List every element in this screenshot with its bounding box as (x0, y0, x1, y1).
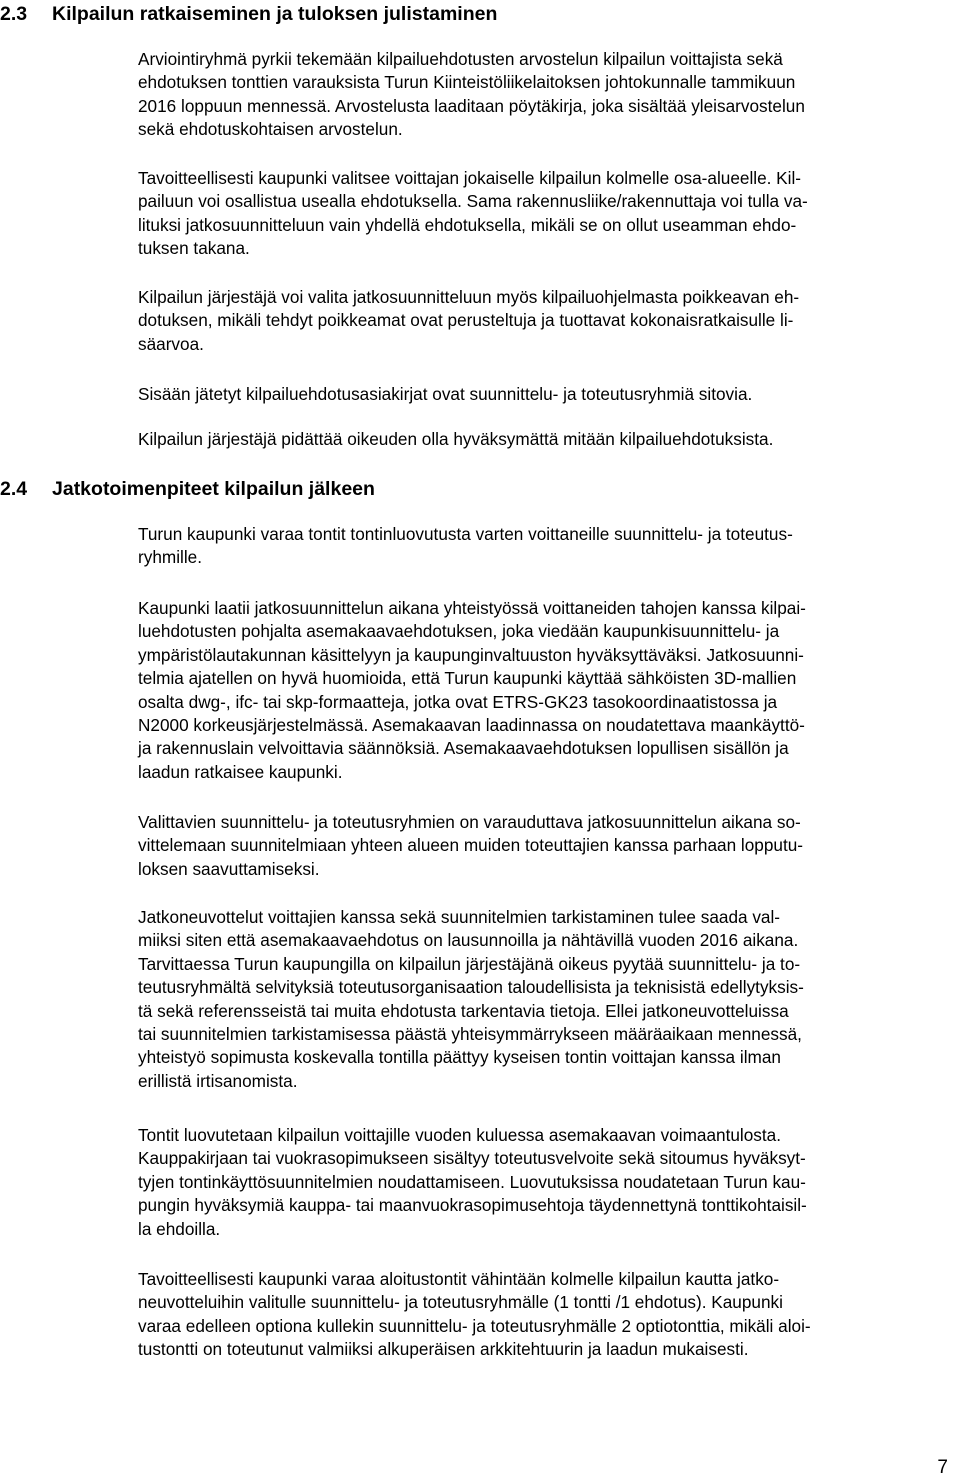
paragraph (138, 167, 948, 261)
text-line: ja rakennuslain velvoittavia säännöksiä. Asemakaavaehdotuksen lopullisen sisällön ja (138, 738, 789, 759)
text-line: ehdotuksen tonttien varauksista Turun Kiinteistöliikelaitoksen johtokunnalle tammikuun (138, 72, 796, 93)
text-line: pailuun voi osallistua usealla ehdotuksella. Sama rakennusliike/rakennuttaja voi tulla va- (138, 191, 808, 212)
text-line: Kauppakirjaan tai vuokrasopimukseen sisältyy toteutusvelvoite sekä sitoumus hyväksyt- (138, 1148, 806, 1169)
section-number: 2.4 (0, 478, 28, 500)
text-line: laadun ratkaisee kaupunki. (138, 761, 343, 782)
text-line: N2000 korkeusjärjestelmässä. Asemakaavan laadinnassa on noudatettava maankäyttö- (138, 715, 805, 736)
text-line: erillistä irtisanomista. (138, 1070, 298, 1091)
text-line: Jatkoneuvottelut voittajien kanssa sekä suunnitelmien tarkistaminen tulee saada val- (138, 907, 781, 927)
text-line: Turun kaupunki varaa tontit tontinluovutusta varten voittaneille suunnittelu- ja toteutus- (138, 524, 793, 544)
text-line: teutusryhmältä selvityksiä toteutusorganisaation taloudellisista ja teknisistä edellytyksis- (138, 977, 804, 998)
text-line: telmia ajatellen on hyvä huomioida, että Turun kaupunki käyttää sähköisten 3D-mallien (138, 668, 797, 689)
text-line: loksen saavuttamiseksi. (138, 858, 320, 879)
text-line: pungin hyväksymiä kauppa- tai maanvuokrasopimusehtoja täydennettynä tonttikohtaisil- (138, 1195, 807, 1216)
section-heading (0, 477, 375, 501)
section-title: Kilpailun ratkaiseminen ja tuloksen julistaminen (52, 3, 498, 25)
text-line: Kilpailun järjestäjä pidättää oikeuden olla hyväksymättä mitään kilpailuehdotuksista. (138, 429, 774, 449)
text-line: Tavoitteellisesti kaupunki varaa aloitustontit vähintään kolmelle kilpailun kautta jatko- (138, 1269, 780, 1289)
section-number: 2.3 (0, 3, 28, 25)
paragraph (138, 286, 948, 356)
paragraph (138, 811, 948, 881)
paragraph (138, 428, 948, 451)
text-line: 2016 loppuun mennessä. Arvostelusta laaditaan pöytäkirja, joka sisältää yleisarvostelun (138, 95, 805, 116)
text-line: vittelemaan suunnitelmiaan yhteen alueen muiden toteuttajien kanssa parhaan lopputu- (138, 835, 804, 856)
paragraph (138, 383, 948, 406)
text-line: tyjen tontinkäyttösuunnitelmien noudattamiseen. Luovutuksissa noudatetaan Turun kau- (138, 1171, 806, 1192)
text-line: ryhmille. (138, 547, 202, 568)
text-line: yhteistyö sopimusta koskevalla tontilla päättyy kyseisen tontin voittajan kanssa ilman (138, 1047, 781, 1068)
paragraph (138, 48, 948, 142)
text-line: Sisään jätetyt kilpailuehdotusasiakirjat ovat suunnittelu- ja toteutusryhmiä sitovia. (138, 384, 753, 404)
paragraph (138, 597, 948, 784)
paragraph (138, 1268, 948, 1362)
text-line: Tontit luovutetaan kilpailun voittajille vuoden kuluessa asemakaavan voimaantulosta. (138, 1125, 782, 1145)
text-line: neuvotteluihin valitulle suunnittelu- ja toteutusryhmälle (1 tontti /1 ehdotus). Kaupunki (138, 1292, 783, 1313)
text-line: tä sekä referensseistä tai muita ehdotusta tarkentavia tietoja. Ellei jatkoneuvotteluissa (138, 1000, 789, 1021)
page-number: 7 (937, 1457, 948, 1478)
text-line: sekä ehdotuskohtaisen arvostelun. (138, 119, 403, 140)
text-line: varaa edelleen optiona kullekin suunnittelu- ja toteutusryhmälle 2 optiotonttia, mikäli aloi- (138, 1315, 811, 1336)
text-line: Kilpailun järjestäjä voi valita jatkosuunnitteluun myös kilpailuohjelmasta poikkeavan eh- (138, 287, 800, 307)
text-line: la ehdoilla. (138, 1218, 221, 1239)
text-line: Tavoitteellisesti kaupunki valitsee voittajan jokaiselle kilpailun kolmelle osa-alueelle. Kil- (138, 168, 802, 188)
paragraph (138, 523, 948, 570)
text-line: Arviointiryhmä pyrkii tekemään kilpailuehdotusten arvostelun kilpailun voittajista sekä (138, 49, 783, 69)
section-title: Jatkotoimenpiteet kilpailun jälkeen (52, 478, 375, 500)
text-line: dotuksen, mikäli tehdyt poikkeamat ovat perusteltuja ja tuottavat kokonaisratkaisulle li- (138, 310, 794, 331)
text-line: osalta dwg-, ifc- tai skp-formaatteja, jotka ovat ETRS-GK23 tasokoordinaatistossa ja (138, 691, 778, 712)
text-line: luehdotusten pohjalta asemakaavaehdotuksen, joka viedään kaupunkisuunnittelu- ja (138, 621, 780, 642)
paragraph (138, 1124, 948, 1241)
text-line: Tarvittaessa Turun kaupungilla on kilpailun järjestäjänä oikeus pyytää suunnittelu- ja to- (138, 953, 801, 974)
paragraph (138, 906, 948, 1093)
section-heading (0, 2, 497, 26)
text-line: tuksen takana. (138, 238, 250, 259)
text-line: Valittavien suunnittelu- ja toteutusryhmien on varauduttava jatkosuunnittelun aikana so- (138, 812, 801, 832)
text-line: Kaupunki laatii jatkosuunnittelun aikana yhteistyössä voittaneiden tahojen kanssa kilpai- (138, 598, 806, 618)
text-line: ympäristölautakunnan käsittelyyn ja kaupunginvaltuuston hyväksyttäväksi. Jatkosuunni- (138, 644, 804, 665)
text-line: säarvoa. (138, 333, 204, 354)
text-line: tustontti on toteutunut valmiiksi alkuperäisen arkkitehtuurin ja laadun mukaisesti. (138, 1339, 749, 1360)
text-line: lituksi jatkosuunnitteluun vain yhdellä ehdotuksella, mikäli se on ollut useamman ehdo- (138, 214, 797, 235)
text-line: tai suunnitelmien tarkistamisessa päästä yhteisymmärrykseen määräaikaan mennessä, (138, 1024, 802, 1045)
text-line: miiksi siten että asemakaavaehdotus on lausunnoilla ja nähtävillä vuoden 2016 aikana. (138, 930, 799, 951)
